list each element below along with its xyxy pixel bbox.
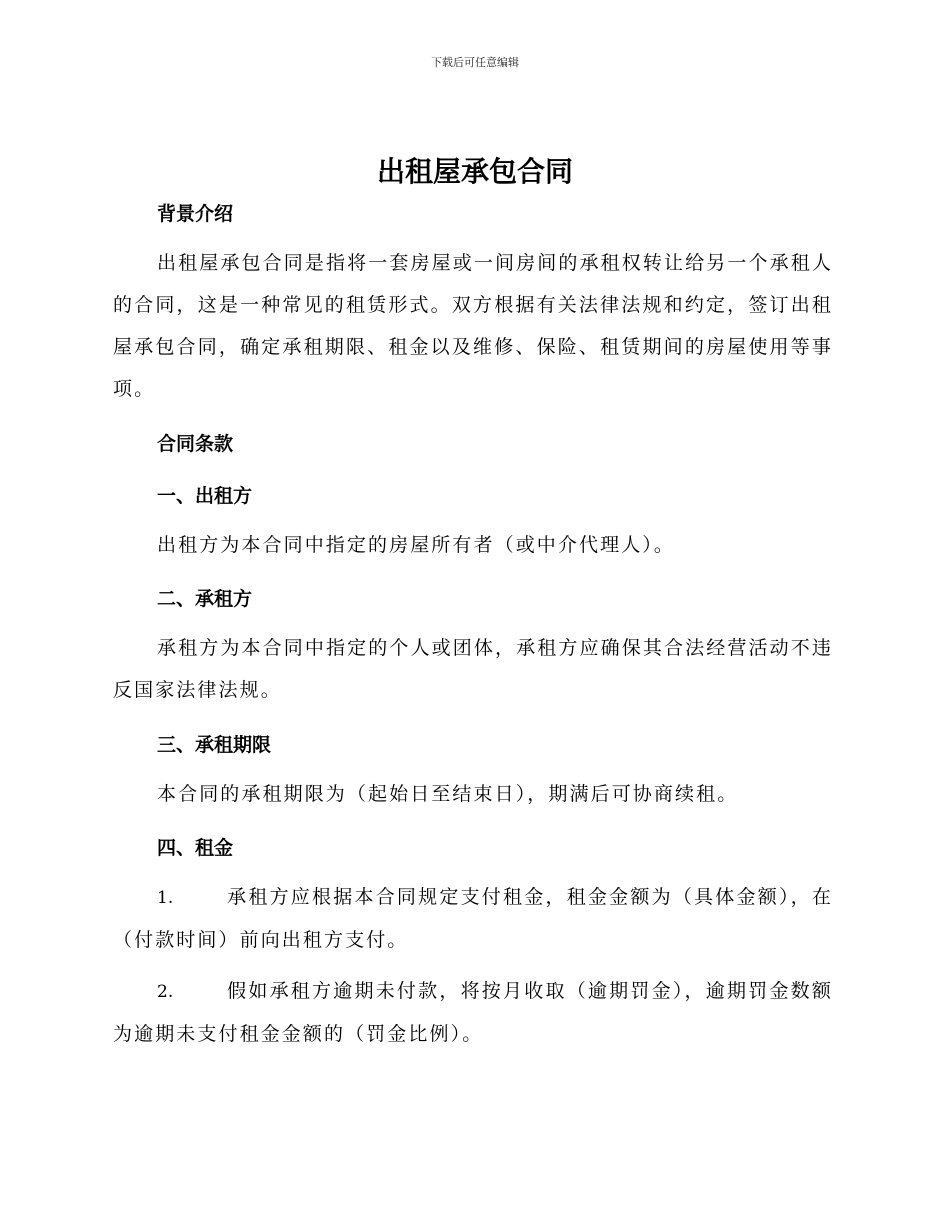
heading-landlord: 一、出租方 xyxy=(157,485,253,507)
rent-item-2 xyxy=(113,970,833,1055)
heading-background: 背景介绍 xyxy=(157,203,234,225)
paragraph-landlord: 出租方为本合同中指定的房屋所有者（或中介代理人）。 xyxy=(157,534,676,556)
rent-item-text: 假如承租方逾期未付款，将按月收取（逾期罚金），逾期罚金数额为逾期未支付租金金额的（罚金比例）。 xyxy=(113,980,833,1045)
heading-rent: 四、租金 xyxy=(157,837,234,859)
rent-item-text: 承租方应根据本合同规定支付租金，租金金额为（具体金额），在（付款时间）前向出租方支付。 xyxy=(113,886,833,951)
document-title: 出租屋承包合同 xyxy=(376,155,573,188)
header-note: 下载后可任意编辑 xyxy=(431,56,519,69)
paragraph-term: 本合同的承租期限为（起始日至结束日），期满后可协商续租。 xyxy=(157,783,739,805)
heading-tenant: 二、承租方 xyxy=(157,588,253,610)
paragraph-background: 出租屋承包合同是指将一套房屋或一间房间的承租权转让给另一个承租人的合同，这是一种常见的租赁形式。双方根据有关法律法规和约定，签订出租屋承包合同，确定承租期限、租金以及维修、保险、租赁期间的房屋使用等事项。 xyxy=(113,252,833,400)
rent-item-number: 2. xyxy=(157,982,174,1002)
rent-item-1 xyxy=(113,876,833,961)
heading-term: 三、承租期限 xyxy=(157,734,272,756)
paragraph-tenant: 承租方为本合同中指定的个人或团体，承租方应确保其合法经营活动不违反国家法律法规。 xyxy=(113,637,833,701)
rent-item-number: 1. xyxy=(157,888,174,908)
heading-terms: 合同条款 xyxy=(157,433,234,455)
